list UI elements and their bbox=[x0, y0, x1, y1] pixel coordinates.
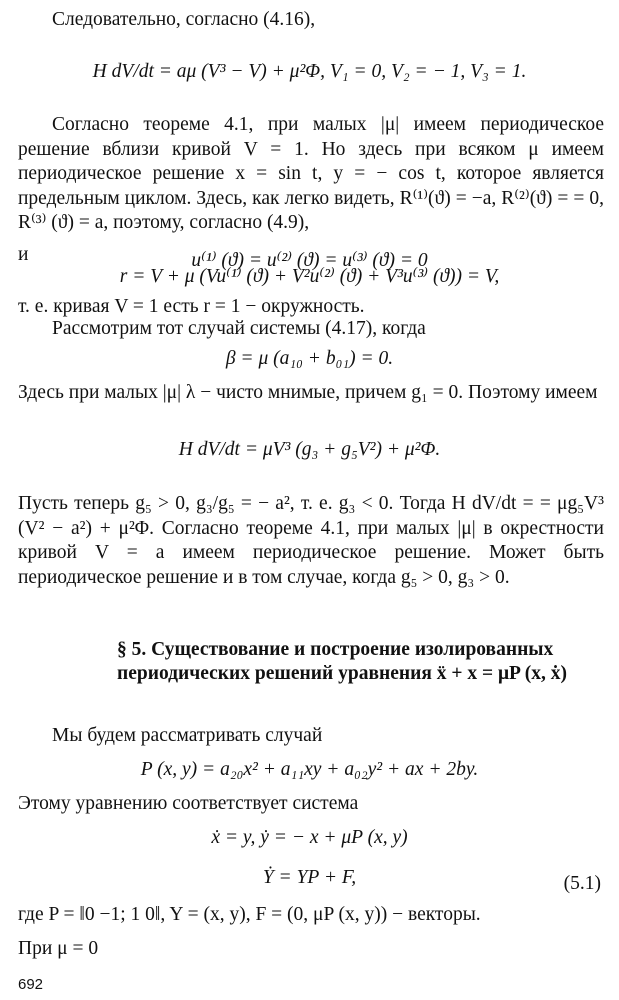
section-heading: § 5. Существование и построение изолированных периодических решений уравнения ẍ + x = μP (x, ẋ) bbox=[117, 639, 567, 684]
text-line: При μ = 0 bbox=[18, 938, 99, 959]
equation: β = μ (a₁₀ + b₀₁) = 0. bbox=[225, 348, 394, 369]
equation: H dV/dt = aμ (V³ − V) + μ²Φ, V₁ = 0, V₂ = − 1, V₃ = 1. bbox=[92, 61, 527, 82]
paragraph: Здесь при малых |μ| λ − чисто мнимые, причем g₁ = 0. Поэтому имеем bbox=[18, 382, 598, 403]
paragraph: Согласно теореме 4.1, при малых |μ| имеем периодическое решение вблизи кривой V = 1. Но здесь при всяком μ имеем периодическое решение x = sin t, y = − cos t, которое является предельным циклом. Здесь, как легко видеть, R⁽¹⁾(ϑ) = −a, R⁽²⁾(ϑ) = = 0, R⁽³⁾ (ϑ) = a, поэтому, согласно (4.9), bbox=[18, 114, 604, 233]
equation: r = V + μ (Vu⁽¹⁾ (ϑ) + V²u⁽²⁾ (ϑ) + V³u⁽³⁾ (ϑ)) = V, bbox=[119, 266, 500, 287]
equation: Ẏ = YP + F, bbox=[262, 867, 357, 888]
equation: P (x, y) = a₂₀x² + a₁₁xy + a₀₂y² + ax + 2by. bbox=[140, 759, 479, 780]
equation: ẋ = y, ẏ = − x + μP (x, y) bbox=[211, 827, 408, 848]
text-line: т. е. кривая V = 1 есть r = 1 − окружность. bbox=[18, 296, 365, 317]
page-number: 692 bbox=[18, 976, 44, 993]
text-line: и bbox=[18, 244, 29, 265]
text-line: где P = ‖0 −1; 1 0‖, Y = (x, y), F = (0, μP (x, y)) − векторы. bbox=[18, 904, 481, 925]
equation-number: (5.1) bbox=[563, 873, 601, 894]
equation: H dV/dt = μV³ (g₃ + g₅V²) + μ²Φ. bbox=[178, 439, 441, 460]
equation: u⁽¹⁾ (ϑ) = u⁽²⁾ (ϑ) = u⁽³⁾ (ϑ) = 0 bbox=[191, 250, 428, 271]
text-line: Следовательно, согласно (4.16), bbox=[52, 9, 316, 30]
text-line: Рассмотрим тот случай системы (4.17), когда bbox=[52, 318, 426, 339]
text-line: Этому уравнению соответствует система bbox=[18, 793, 359, 814]
text-line: Мы будем рассматривать случай bbox=[52, 725, 323, 746]
paragraph: Пусть теперь g₅ > 0, g₃/g₅ = − a², т. е. g₃ < 0. Тогда H dV/dt = = μg₅V³ (V² − a²) + μ²Φ. Согласно теореме 4.1, при малых |μ| в окрестности кривой V = a имеем периодическое решение. Может быть периодическое решение и в том случае, когда g₅ > 0, g₃ > 0. bbox=[18, 493, 604, 588]
